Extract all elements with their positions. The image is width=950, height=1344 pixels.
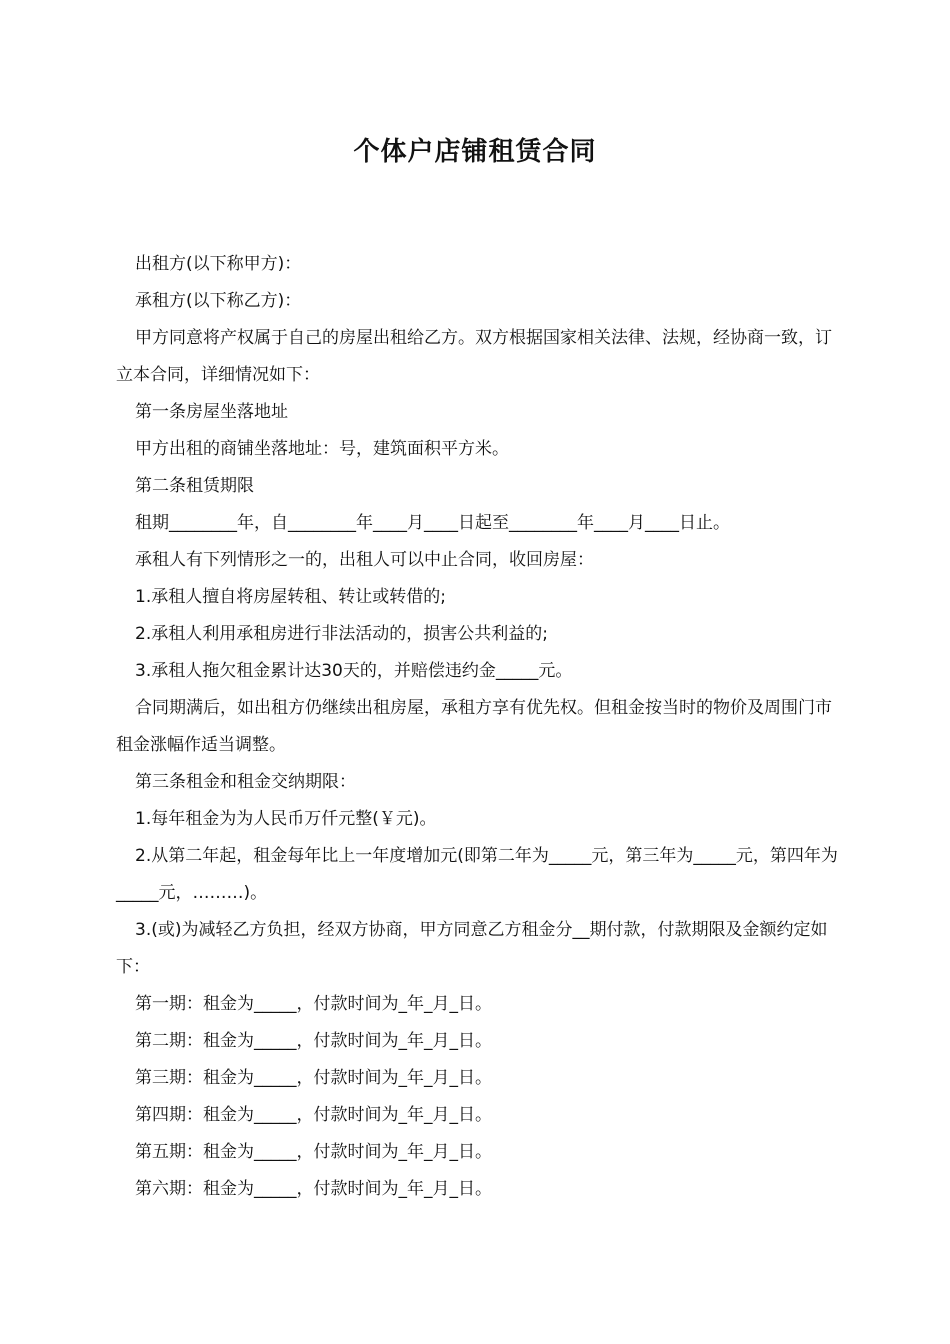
installment-line-5: 第五期：租金为_____，付款时间为_年_月_日。 [135,1142,492,1162]
paragraph-shop-address: 甲方出租的商铺坐落地址：号，建筑面积平方米。 [135,439,509,459]
paragraph-lessee: 承租方(以下称乙方)： [135,291,302,311]
document-title: 个体户店铺租赁合同 [353,137,597,167]
paragraph-lease-term: 租期________年，自________年____月____日起至________年____月____日止。 [135,513,730,533]
list-item-annual-rent: 1.每年租金为为人民币万仟元整(￥元)。 [135,809,437,829]
paragraph-lessor: 出租方(以下称甲方)： [135,254,302,274]
heading-article-3: 第三条租金和租金交纳期限： [135,772,356,792]
heading-article-1: 第一条房屋坐落地址 [135,402,288,422]
heading-article-2: 第二条租赁期限 [135,476,254,496]
paragraph-renewal-priority: 合同期满后，如出租方仍继续出租房屋，承租方享有优先权。但租金按当时的物价及周围门市租金涨幅作适当调整。 [116,698,832,755]
list-item-rent-increase: 2.从第二年起，租金每年比上一年度增加元(即第二年为_____元，第三年为_____元，第四年为_____元，………)。 [116,846,838,903]
installment-line-1: 第一期：租金为_____，付款时间为_年_月_日。 [135,994,492,1014]
list-item-condition-1: 1.承租人擅自将房屋转租、转让或转借的; [135,587,446,607]
installment-line-2: 第二期：租金为_____，付款时间为_年_月_日。 [135,1031,492,1051]
paragraph-agreement-intro: 甲方同意将产权属于自己的房屋出租给乙方。双方根据国家相关法律、法规，经协商一致，订立本合同，详细情况如下： [116,328,832,385]
list-item-condition-3: 3.承租人拖欠租金累计达30天的，并赔偿违约金_____元。 [135,661,573,681]
installment-line-3: 第三期：租金为_____，付款时间为_年_月_日。 [135,1068,492,1088]
installment-line-6: 第六期：租金为_____，付款时间为_年_月_日。 [135,1179,492,1199]
installment-line-4: 第四期：租金为_____，付款时间为_年_月_日。 [135,1105,492,1125]
document-body [116,246,838,1208]
paragraph-termination-conditions: 承租人有下列情形之一的，出租人可以中止合同，收回房屋： [135,550,594,570]
list-item-installments: 3.(或)为减轻乙方负担，经双方协商，甲方同意乙方租金分__期付款，付款期限及金额约定如下： [116,920,828,977]
list-item-condition-2: 2.承租人利用承租房进行非法活动的，损害公共利益的; [135,624,548,644]
